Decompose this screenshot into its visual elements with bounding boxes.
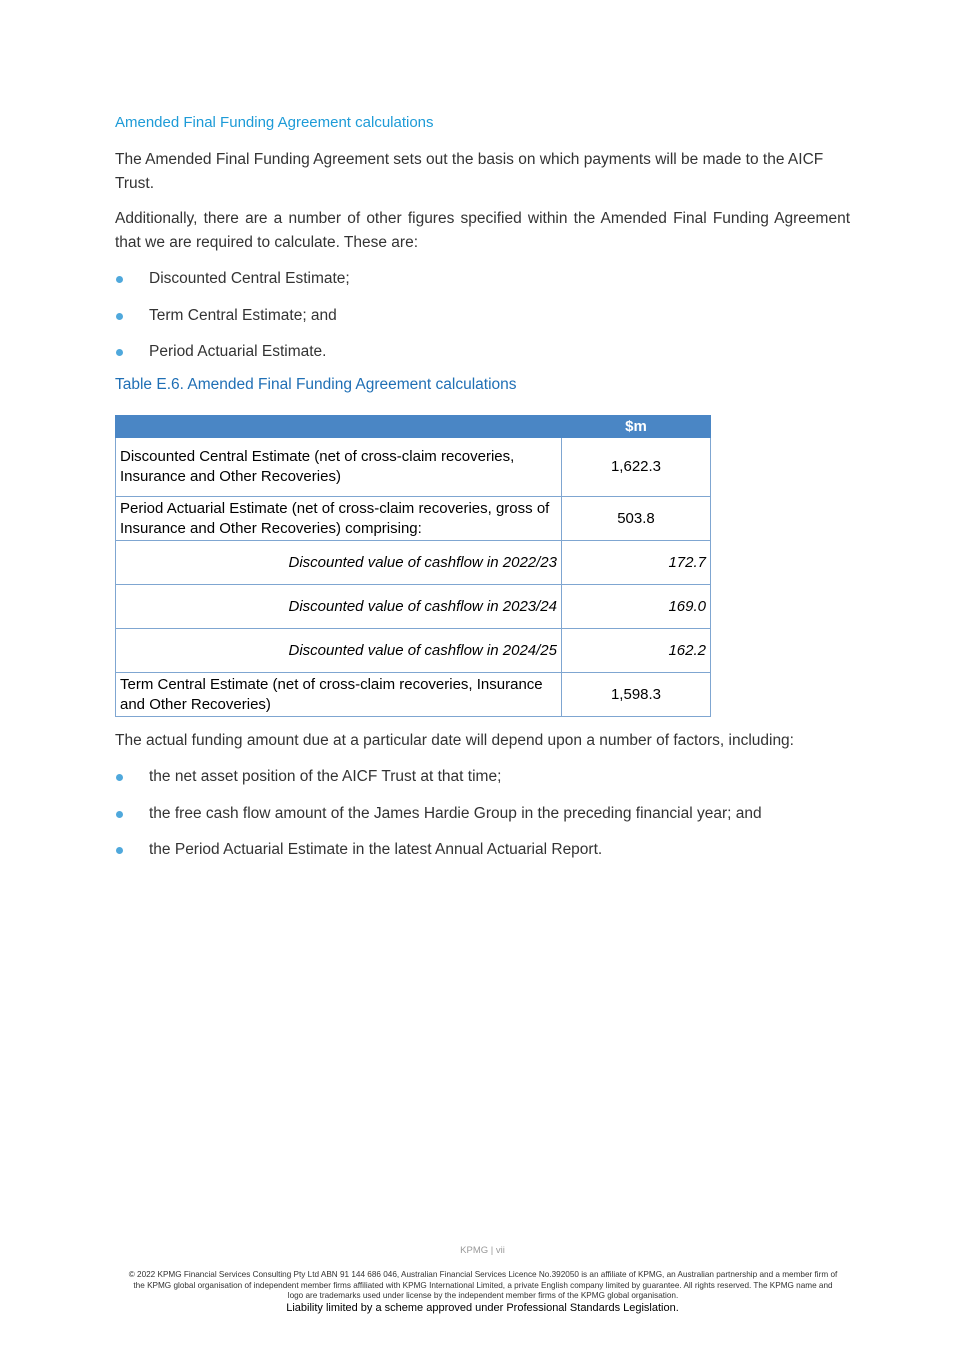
liability-notice: Liability limited by a scheme approved under Professional Standards Legislation.: [286, 1302, 679, 1314]
row-value: 1,622.3: [562, 438, 711, 497]
table-row: [116, 497, 711, 541]
section-heading: Amended Final Funding Agreement calculations: [115, 114, 434, 131]
bullet-icon: [116, 811, 123, 818]
bullet-icon: [116, 313, 123, 320]
list-item: Term Central Estimate; and: [115, 304, 855, 341]
header-blank: [116, 416, 562, 438]
row-label: Discounted Central Estimate (net of cross-claim recoveries, Insurance and Other Recoveries): [116, 438, 562, 497]
table-row: [116, 541, 711, 585]
figures-list: [115, 267, 855, 377]
table-row: [116, 438, 711, 497]
table-caption: Table E.6. Amended Final Funding Agreement calculations: [115, 376, 517, 393]
funding-calculations-table: [115, 415, 711, 717]
bullet-icon: [116, 774, 123, 781]
row-value: 1,598.3: [562, 673, 711, 717]
intro-paragraph: The Amended Final Funding Agreement sets out the basis on which payments will be made to the AICF Trust.: [115, 151, 824, 192]
row-value: 162.2: [562, 629, 711, 673]
header-unit: $m: [562, 416, 711, 438]
row-label: Discounted value of cashflow in 2024/25: [116, 629, 562, 673]
list-item: Discounted Central Estimate;: [115, 267, 855, 304]
copyright-notice: © 2022 KPMG Financial Services Consulting Pty Ltd ABN 91 144 686 046, Australian Financial Services Licence No.392050 is an affiliate of KPMG, an Australian partnership and a member firm of the KPMG global organisation of independent member firms affiliated with KPMG International Limited, a private English company limited by guarantee. All rights reserved. The KPMG name and logo are trademarks used under license by the independent member firms of the KPMG global organisation.: [128, 1270, 838, 1300]
table-row: [116, 585, 711, 629]
list-item: the free cash flow amount of the James Hardie Group in the preceding financial year; and: [115, 802, 855, 839]
row-label: Term Central Estimate (net of cross-claim recoveries, Insurance and Other Recoveries): [116, 673, 562, 717]
table-header-row: [116, 416, 711, 438]
row-label: Period Actuarial Estimate (net of cross-claim recoveries, gross of Insurance and Other Recoveries) comprising:: [116, 497, 562, 541]
bullet-icon: [116, 847, 123, 854]
list-item: the Period Actuarial Estimate in the latest Annual Actuarial Report.: [115, 838, 855, 875]
factors-list: [115, 765, 855, 875]
page-number: KPMG | vii: [460, 1245, 505, 1256]
row-label: Discounted value of cashflow in 2023/24: [116, 585, 562, 629]
list-item: the net asset position of the AICF Trust at that time;: [115, 765, 855, 802]
row-label: Discounted value of cashflow in 2022/23: [116, 541, 562, 585]
list-item: Period Actuarial Estimate.: [115, 340, 855, 377]
table-row: [116, 673, 711, 717]
row-value: 172.7: [562, 541, 711, 585]
row-value: 169.0: [562, 585, 711, 629]
bullet-icon: [116, 349, 123, 356]
figures-paragraph: Additionally, there are a number of other figures specified within the Amended Final Funding Agreement that we are required to calculate. These are:: [115, 210, 850, 251]
factors-paragraph: The actual funding amount due at a particular date will depend upon a number of factors, including:: [115, 732, 794, 749]
bullet-icon: [116, 276, 123, 283]
table-row: [116, 629, 711, 673]
row-value: 503.8: [562, 497, 711, 541]
